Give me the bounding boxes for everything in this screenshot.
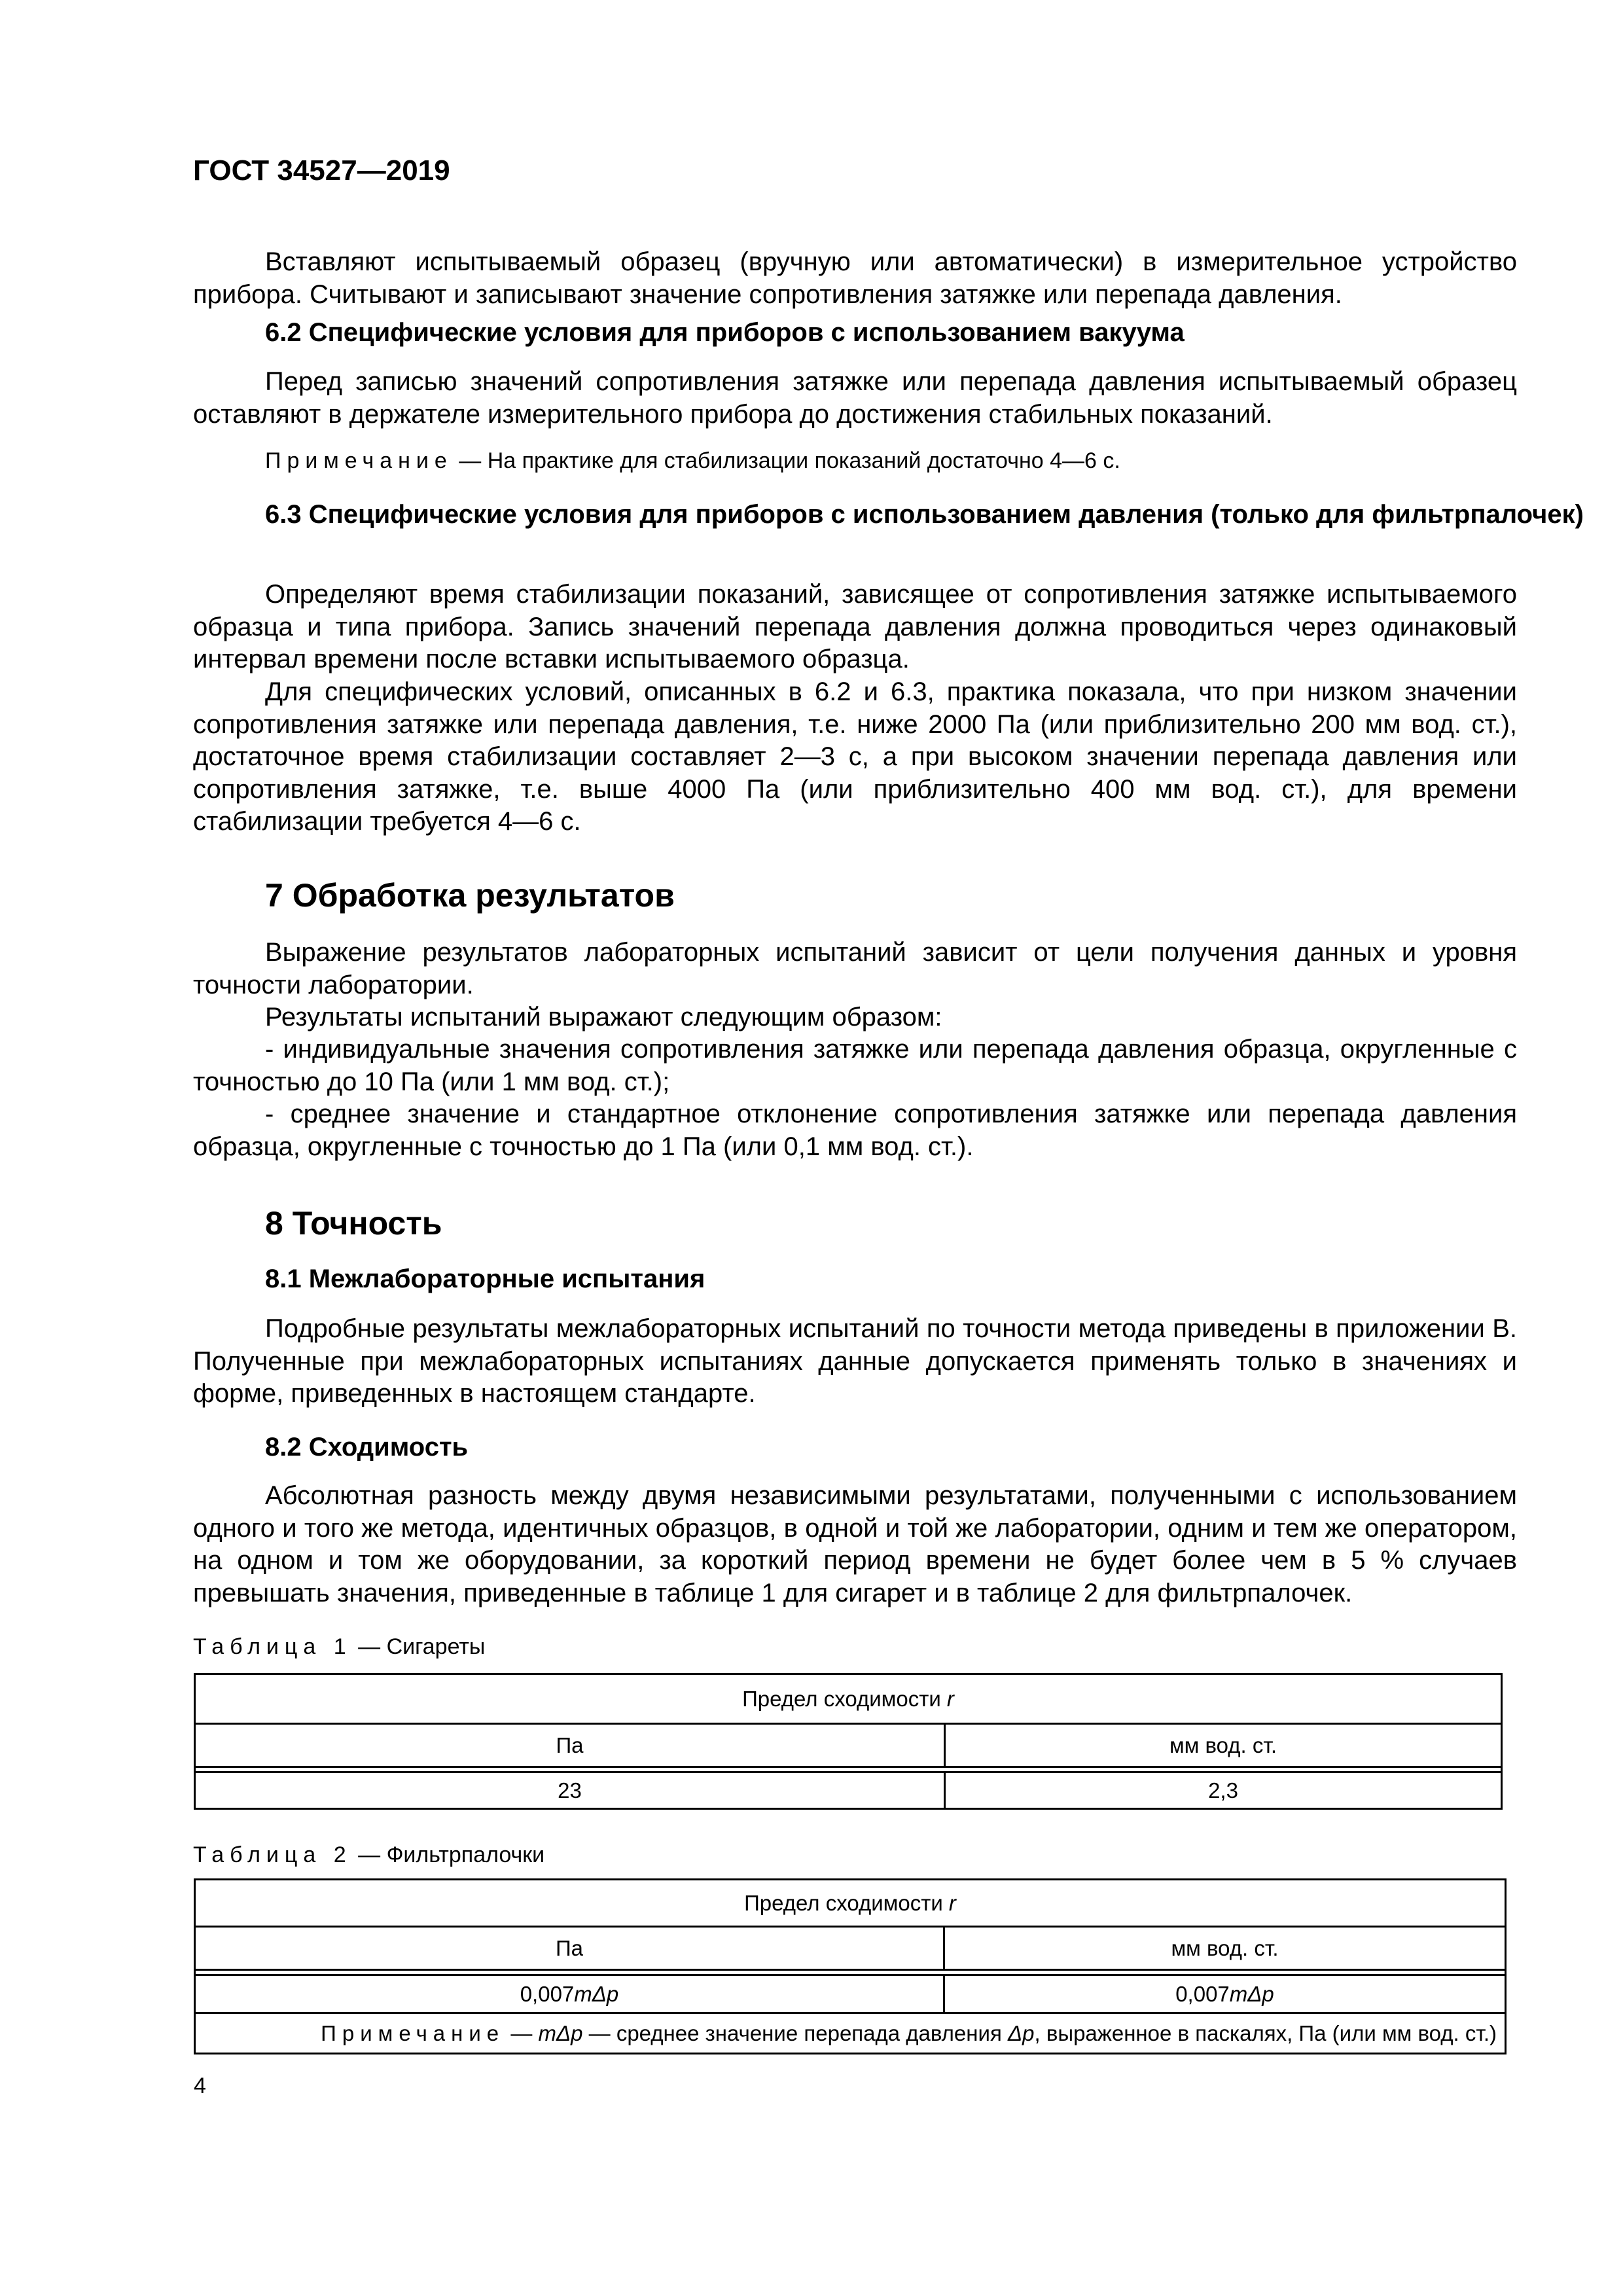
section-6-2-note: [193, 446, 1589, 475]
header-var: r: [948, 1890, 956, 1915]
section-6-3-paragraph-2: Для специфических условий, описанных в 6.2 и 6.3, практика показала, что при низком значении сопротивления затяжке или перепада давления, т.е. ниже 2000 Па (или приблизительно 200 мм вод. ст.), достаточное время стабилизации составляет 2—3 с, а при высоком значении перепада давления или сопротивления затяжке, т.е. выше 4000 Па (или приблизительно 400 мм вод. ст.), для времени стабилизации требуется 4—6 с.: [193, 677, 1517, 836]
table-1-val-pa: 23: [195, 1772, 945, 1809]
table-1-label: Таблица 1: [193, 1634, 352, 1659]
section-8-2-paragraph: Абсолютная разность между двумя независимыми результатами, полученными с использованием одного и того же метода, идентичных образцов, в одной и той же лаборатории, одним и тем же оператором, на одном и том же оборудовании, за короткий период времени не будет более чем в 5 % случаев превышать значения, приведенные в таблице 1 для сигарет и в таблице 2 для фильтрпалочек.: [193, 1481, 1517, 1607]
note-text: — На практике для стабилизации показаний достаточно 4—6 с.: [452, 448, 1120, 473]
section-7-paragraph-1: Выражение результатов лабораторных испытаний зависит от цели получения данных и уровня точности лаборатории.: [193, 938, 1517, 999]
section-7-list-item-2: - среднее значение и стандартное отклонение сопротивления затяжке или перепада давления образца, округленные с точностью до 1 Па (или 0,1 мм вод. ст.).: [193, 1100, 1517, 1161]
table-2-caption: [193, 1840, 1517, 1869]
note-label: Примечание: [321, 2020, 505, 2045]
table-1-val-mm: 2,3: [945, 1772, 1502, 1809]
table-1-col-pa: Па: [195, 1724, 945, 1767]
note-dash: —: [505, 2020, 539, 2045]
table-1-title: — Сигареты: [351, 1634, 486, 1659]
table-1-header: [195, 1674, 1502, 1724]
table-1-col-mm: мм вод. ст.: [945, 1724, 1502, 1767]
section-8-1-paragraph: Подробные результаты межлабораторных испытаний по точности метода приведены в приложении В. Полученные при межлабораторных испытаниях данные допускается применять только в значениях и форме, приведенных в настоящем стандарте.: [193, 1314, 1517, 1408]
val-var: mΔp: [1229, 1981, 1274, 2006]
document-header: ГОСТ 34527—2019: [193, 154, 450, 187]
header-text: Предел сходимости: [744, 1890, 949, 1915]
table-2-col-mm: мм вод. ст.: [944, 1927, 1506, 1970]
note-var: mΔp: [538, 2020, 583, 2045]
table-1-divider: [195, 1767, 1502, 1772]
table-2-val-mm: [944, 1975, 1506, 2013]
table-2-label: Таблица 2: [193, 1842, 352, 1867]
table-1-caption: [193, 1632, 1517, 1661]
note-text-2: , выраженное в паскалях, Па (или мм вод. ст.): [1034, 2020, 1497, 2045]
section-8-1-title: 8.1 Межлабораторные испытания: [265, 1265, 705, 1293]
table-2-header: [195, 1880, 1506, 1927]
val-var: mΔp: [574, 1981, 619, 2006]
section-7-title: 7 Обработка результатов: [265, 877, 675, 914]
note-text-1: — среднее значение перепада давления: [582, 2020, 1008, 2045]
header-var: r: [946, 1686, 954, 1711]
page-number: 4: [194, 2073, 206, 2098]
section-6-2-paragraph: Перед записью значений сопротивления затяжке или перепада давления испытываемый образец оставляют в держателе измерительного прибора до достижения стабильных показаний.: [193, 367, 1517, 429]
table-2-val-pa: [195, 1975, 944, 2013]
table-2-title: — Фильтрпалочки: [351, 1842, 545, 1867]
val-num: 0,007: [1175, 1981, 1230, 2006]
table-2-divider: [195, 1970, 1506, 1975]
table-2-col-pa: Па: [195, 1927, 944, 1970]
table-2-filter-rods: [194, 1878, 1507, 2054]
header-text: Предел сходимости: [742, 1686, 947, 1711]
section-6-2-title: 6.2 Специфические условия для приборов с использованием вакуума: [265, 318, 1185, 347]
section-6-3-paragraph-1: Определяют время стабилизации показаний, зависящее от сопротивления затяжке испытываемого образца и типа прибора. Запись значений перепада давления должна проводиться через одинаковый интервал времени после вставки испытываемого образца.: [193, 580, 1517, 673]
section-7-paragraph-2: Результаты испытаний выражают следующим образом:: [265, 1003, 942, 1031]
table-2-note: [195, 2013, 1506, 2054]
note-var-2: Δp: [1007, 2020, 1035, 2045]
note-label: Примечание: [265, 448, 453, 473]
section-8-2-title: 8.2 Сходимость: [265, 1433, 469, 1462]
val-num: 0,007: [520, 1981, 575, 2006]
section-6-3-title: 6.3 Специфические условия для приборов с использованием давления (только для фильтрпалочек): [265, 500, 1584, 529]
section-8-title: 8 Точность: [265, 1205, 442, 1242]
intro-paragraph: Вставляют испытываемый образец (вручную или автоматически) в измерительное устройство прибора. Считывают и записывают значение сопротивления затяжке или перепада давления.: [193, 247, 1517, 309]
table-1-cigarettes: [194, 1673, 1503, 1810]
section-7-list-item-1: - индивидуальные значения сопротивления затяжке или перепада давления образца, округленные с точностью до 10 Па (или 1 мм вод. ст.);: [193, 1035, 1517, 1096]
